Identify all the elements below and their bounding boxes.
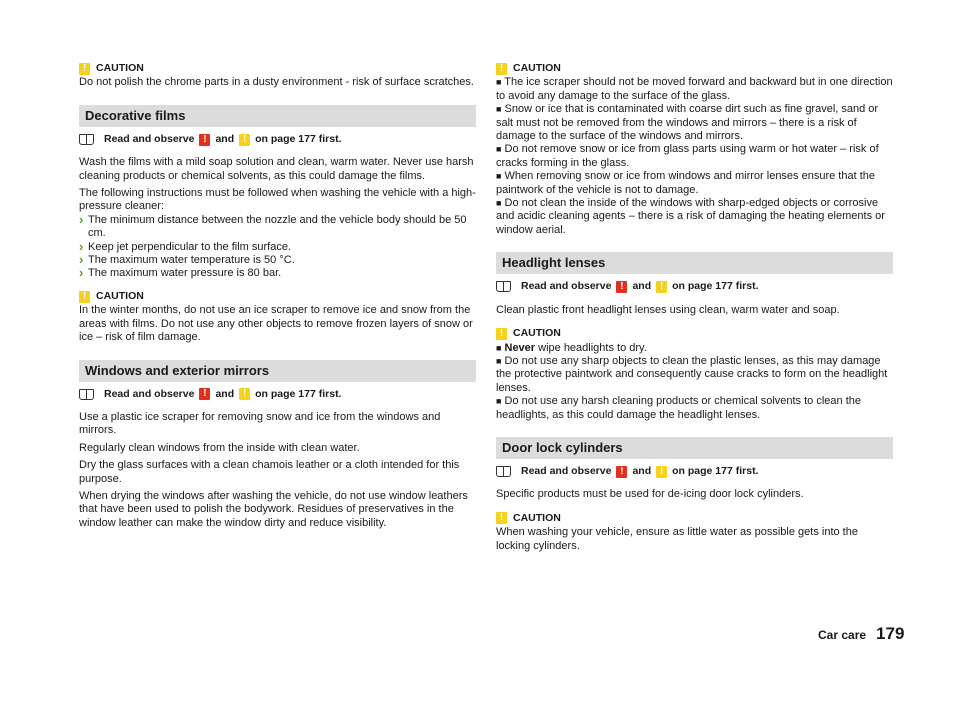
caution-item-text: Do not use any sharp objects to clean the plastic lenses, as this may damage the protective paintwork and consequently cause cracks to form on the headlight lenses. (496, 354, 888, 394)
read-observe-line (496, 280, 893, 293)
read-observe-line (496, 465, 893, 478)
section-heading-decorative-films: Decorative films (79, 105, 476, 127)
paragraph: When drying the windows after washing the vehicle, do not use window leathers that have been used to polish the bodywork. Residues of preservatives in the window leather can make the window dirty and reduce visibility. (79, 489, 468, 529)
warning-red-icon (616, 281, 627, 293)
list-item: › The maximum water pressure is 80 bar. (79, 267, 476, 280)
caution-item (496, 76, 893, 103)
caution-title: CAUTION (513, 511, 561, 524)
read-and: and (215, 132, 235, 145)
caution-item-text: Snow or ice that is contaminated with coarse dirt such as fine gravel, sand or salt must not be removed from the windows and mirrors – there is a risk of damage to the surface of the windows and mirrors. (496, 103, 879, 143)
square-bullet: ■ (496, 198, 502, 209)
caution-item (496, 103, 893, 143)
caution-header (496, 327, 893, 340)
bullet-list (79, 214, 476, 281)
caution-item (496, 170, 893, 197)
book-icon (496, 281, 511, 292)
read-prefix: Read and observe (521, 280, 612, 293)
read-suffix: on page 177 first. (255, 387, 342, 400)
square-bullet: ■ (496, 171, 502, 182)
paragraph: Regularly clean windows from the inside with clean water. (79, 441, 360, 454)
caution-item-text: Do not use any harsh cleaning products or chemical solvents to clean the headlights, as this could damage the headlight lenses. (496, 395, 861, 421)
left-column (79, 62, 476, 534)
square-bullet: ■ (496, 396, 502, 407)
caution-item-text: When removing snow or ice from windows and mirror lenses ensure that the paintwork of the vehicle is not to damage. (496, 170, 875, 196)
caution-item (496, 143, 893, 170)
caution-title: CAUTION (513, 62, 561, 74)
warning-icon (79, 63, 90, 75)
read-suffix: on page 177 first. (255, 132, 342, 145)
square-bullet: ■ (496, 77, 502, 88)
caution-item-text: Do not remove snow or ice from glass parts using warm or hot water – risk of cracks forming in the glass. (496, 143, 879, 169)
paragraph: The following instructions must be followed when washing the vehicle with a high-pressure cleaner: (79, 187, 476, 213)
section-heading-windows-mirrors: Windows and exterior mirrors (79, 360, 476, 382)
read-suffix: on page 177 first. (672, 464, 759, 477)
section-heading-door-lock-cylinders: Door lock cylinders (496, 437, 893, 459)
list-item: › Keep jet perpendicular to the film surface. (79, 241, 476, 254)
read-and: and (632, 464, 652, 477)
read-prefix: Read and observe (521, 464, 612, 477)
read-and: and (632, 280, 652, 293)
page-footer (818, 624, 905, 643)
caution-header (496, 512, 893, 525)
caution-item (496, 395, 893, 422)
right-column (496, 62, 893, 557)
caution-headlights (496, 327, 893, 422)
square-bullet: ■ (496, 144, 502, 155)
warning-icon (496, 512, 507, 524)
caution-text: When washing your vehicle, ensure as little water as possible gets into the locking cylinders. (496, 526, 858, 552)
warning-icon (239, 134, 250, 146)
square-bullet: ■ (496, 355, 502, 366)
caution-ice-scraper (496, 62, 893, 237)
read-observe-line (79, 133, 476, 146)
warning-red-icon (199, 388, 210, 400)
caution-item (496, 355, 893, 395)
caution-chrome (79, 62, 476, 90)
caution-text: In the winter months, do not use an ice scraper to remove ice and snow from the areas with films. Do not use any other objects to remove frozen layers of snow or ice – risk of film damage. (79, 304, 473, 344)
warning-icon (656, 466, 667, 478)
warning-red-icon (199, 134, 210, 146)
read-and: and (215, 387, 235, 400)
caution-item-bold: Never (504, 341, 536, 354)
warning-red-icon (616, 466, 627, 478)
warning-icon (496, 63, 507, 75)
book-icon (496, 466, 511, 477)
caution-header (496, 62, 893, 75)
warning-icon (239, 388, 250, 400)
list-item: › The minimum distance between the nozzle and the vehicle body should be 50 cm. (79, 214, 476, 241)
caution-item (496, 342, 893, 355)
caution-title: CAUTION (96, 62, 144, 74)
paragraph: Use a plastic ice scraper for removing snow and ice from the windows and mirrors. (79, 410, 441, 437)
section-heading-headlight-lenses: Headlight lenses (496, 252, 893, 274)
warning-icon (79, 291, 90, 303)
caution-title: CAUTION (96, 289, 144, 302)
warning-icon (496, 328, 507, 340)
caution-text: Do not polish the chrome parts in a dusty environment - risk of surface scratches. (79, 76, 474, 89)
page-number: 179 (876, 624, 905, 643)
caution-item (496, 197, 893, 237)
caution-films (79, 290, 476, 345)
read-prefix: Read and observe (104, 387, 195, 400)
paragraph: Clean plastic front headlight lenses using clean, warm water and soap. (496, 303, 840, 316)
caution-item-text: wipe headlights to dry. (535, 341, 647, 354)
square-bullet: ■ (496, 342, 502, 353)
caution-item-text: Do not clean the inside of the windows with sharp-edged objects or corrosive and acidic cleaning agents – there is a risk of damaging the heating elements or window aerial. (496, 197, 885, 236)
read-observe-line (79, 388, 476, 401)
list-item: › The maximum water temperature is 50 °C. (79, 254, 476, 267)
paragraph: Wash the films with a mild soap solution and clean, warm water. Never use harsh cleaning products or chemical solvents, as this could damage the films. (79, 156, 474, 182)
paragraph: Dry the glass surfaces with a clean chamois leather or a cloth intended for this purpose. (79, 459, 460, 485)
book-icon (79, 134, 94, 145)
paragraph: Specific products must be used for de-icing door lock cylinders. (496, 488, 804, 501)
read-prefix: Read and observe (104, 132, 195, 145)
caution-header (79, 62, 476, 75)
caution-item-text: The ice scraper should not be moved forward and backward but in one direction to avoid any damage to the surface of the glass. (496, 76, 893, 102)
warning-icon (656, 281, 667, 293)
caution-header (79, 290, 476, 303)
square-bullet: ■ (496, 104, 502, 115)
caution-title: CAUTION (513, 327, 561, 340)
book-icon (79, 389, 94, 400)
read-suffix: on page 177 first. (672, 280, 759, 293)
caution-door-lock (496, 512, 893, 553)
footer-section-label: Car care (818, 628, 867, 642)
